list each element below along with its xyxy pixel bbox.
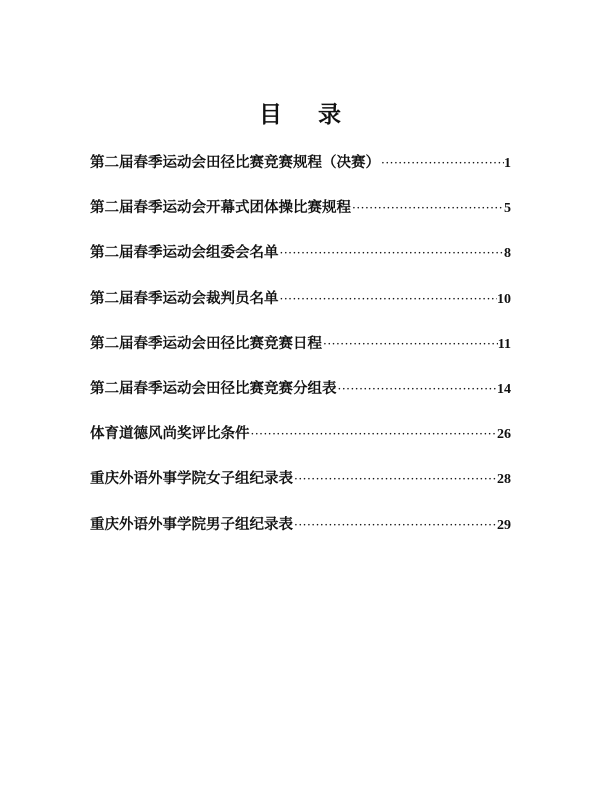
toc-entry-page: 10 (497, 291, 511, 307)
toc-entry[interactable] (90, 374, 511, 419)
dot-leader (279, 284, 498, 314)
toc-entry-title: 重庆外语外事学院女子组纪录表 (90, 470, 293, 488)
toc-entry-page: 8 (504, 246, 511, 262)
toc-entry[interactable] (90, 329, 511, 374)
toc-entry[interactable] (90, 193, 511, 238)
dot-leader (322, 329, 498, 359)
toc-entry-page: 26 (497, 427, 511, 443)
dot-leader (337, 374, 498, 404)
toc-entry-title: 第二届春季运动会裁判员名单 (90, 289, 279, 307)
dot-leader (279, 238, 505, 268)
toc-entry-title: 重庆外语外事学院男子组纪录表 (90, 515, 293, 533)
dot-leader (293, 464, 497, 494)
toc-entry[interactable] (90, 464, 511, 509)
toc-entry[interactable] (90, 284, 511, 329)
toc-entry[interactable] (90, 238, 511, 283)
toc-entry-page: 5 (504, 201, 511, 217)
toc-list (90, 148, 511, 555)
toc-entry-title: 体育道德风尚奖评比条件 (90, 425, 250, 443)
toc-entry-title: 第二届春季运动会组委会名单 (90, 244, 279, 262)
toc-entry-page: 1 (504, 156, 511, 171)
toc-entry-page: 29 (497, 517, 511, 533)
dot-leader (380, 148, 504, 178)
toc-entry-title: 第二届春季运动会田径比赛竞赛分组表 (90, 379, 337, 397)
dot-leader (250, 419, 498, 449)
toc-entry[interactable] (90, 148, 511, 193)
toc-title: 目 录 (258, 101, 355, 128)
toc-entry-title: 第二届春季运动会开幕式团体操比赛规程 (90, 199, 351, 217)
toc-entry-page: 28 (497, 472, 511, 488)
toc-entry-page: 11 (497, 336, 511, 352)
toc-entry[interactable] (90, 510, 511, 555)
toc-entry-title: 第二届春季运动会田径比赛竞赛规程（决赛） (90, 154, 380, 171)
toc-entry-page: 14 (497, 381, 511, 397)
toc-entry-title: 第二届春季运动会田径比赛竞赛日程 (90, 334, 322, 352)
dot-leader (351, 193, 504, 223)
toc-entry[interactable] (90, 419, 511, 464)
dot-leader (293, 510, 497, 540)
